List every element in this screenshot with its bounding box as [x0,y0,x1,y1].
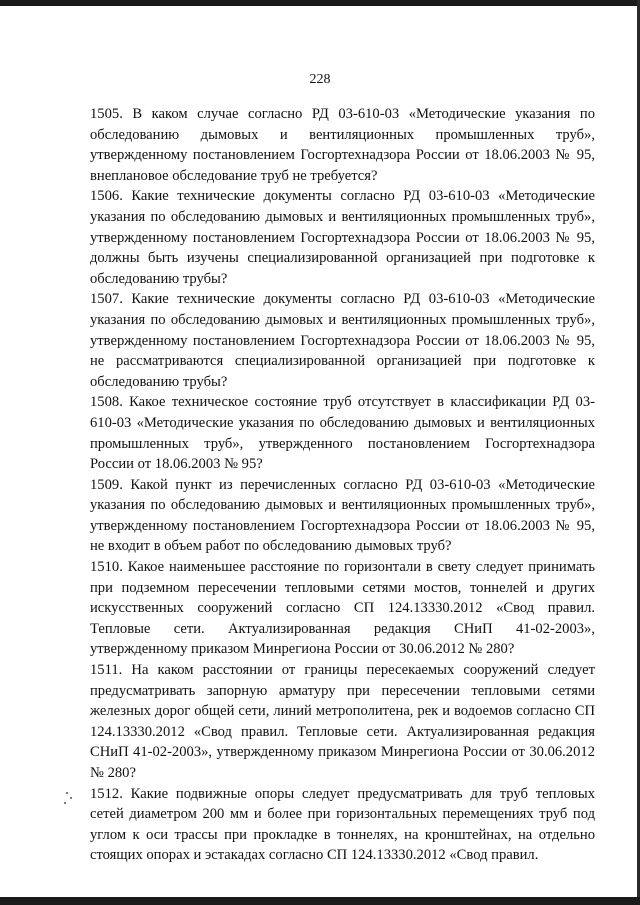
scan-edge-top [0,0,640,6]
question-1509: 1509. Какой пункт из перечисленных согласно РД 03-610-03 «Методические указания по обследованию дымовых и вентиляционных промышленных труб», утвержденному постановлением Госгортехнадзора России от 18.06.2003 № 95, не входит в объем работ по обследованию дымовых труб? [90,476,595,555]
question-1507: 1507. Какие технические документы согласно РД 03-610-03 «Методические указания по обследованию дымовых и вентиляционных промышленных труб», утвержденному постановлением Госгортехнадзора России от 18.06.2003 № 95, не рассматриваются специализированной организацией при подготовке к обследованию трубы? [90,291,595,390]
scan-specks [60,790,80,810]
questions-list [90,104,595,866]
question-1506: 1506. Какие технические документы согласно РД 03-610-03 «Методические указания по обследованию дымовых и вентиляционных промышленных труб», утвержденному постановлением Госгортехнадзора России от 18.06.2003 № 95, должны быть изучены специализированной организацией при подготовке к обследованию трубы? [90,188,595,287]
page-number: 228 [309,72,331,87]
question-1505: 1505. В каком случае согласно РД 03-610-03 «Методические указания по обследованию дымовых и вентиляционных промышленных труб», утвержденному постановлением Госгортехнадзора России от 18.06.2003 № 95, внеплановое обследование труб не требуется? [90,106,595,184]
question-1510: 1510. Какое наименьшее расстояние по горизонтали в свету следует принимать при подземном пересечении тепловыми сетями мостов, тоннелей и других искусственных сооружений согласно СП 124.13330.2012 «Свод правил. Тепловые сети. Актуализированная редакция СНиП 41-02-2003», утвержденному приказом Минрегиона России от 30.06.2012 № 280? [90,559,595,658]
question-1512: 1512. Какие подвижные опоры следует предусматривать для труб тепловых сетей диаметром 200 мм и более при горизонтальных перемещениях труб под углом к оси трассы при прокладке в тоннелях, на кронштейнах, на отдельно стоящих опорах и эстакадах согласно СП 124.13330.2012 «Свод правил. [90,785,595,864]
question-1508: 1508. Какое техническое состояние труб отсутствует в классификации РД 03-610-03 «Методические указания по обследованию дымовых и вентиляционных промышленных труб», утвержденного постановлением Госгортехнадзора России от 18.06.2003 № 95? [90,394,595,473]
question-1511: 1511. На каком расстоянии от границы пересекаемых сооружений следует предусматривать запорную арматуру при пересечении тепловыми сетями железных дорог общей сети, линий метрополитена, рек и водоемов согласно СП 124.13330.2012 «Свод правил. Тепловые сети. Актуализированная редакция СНиП 41-02-2003», утвержденному приказом Минрегиона России от 30.06.2012 № 280? [90,662,595,781]
scan-edge-bottom [0,897,640,905]
